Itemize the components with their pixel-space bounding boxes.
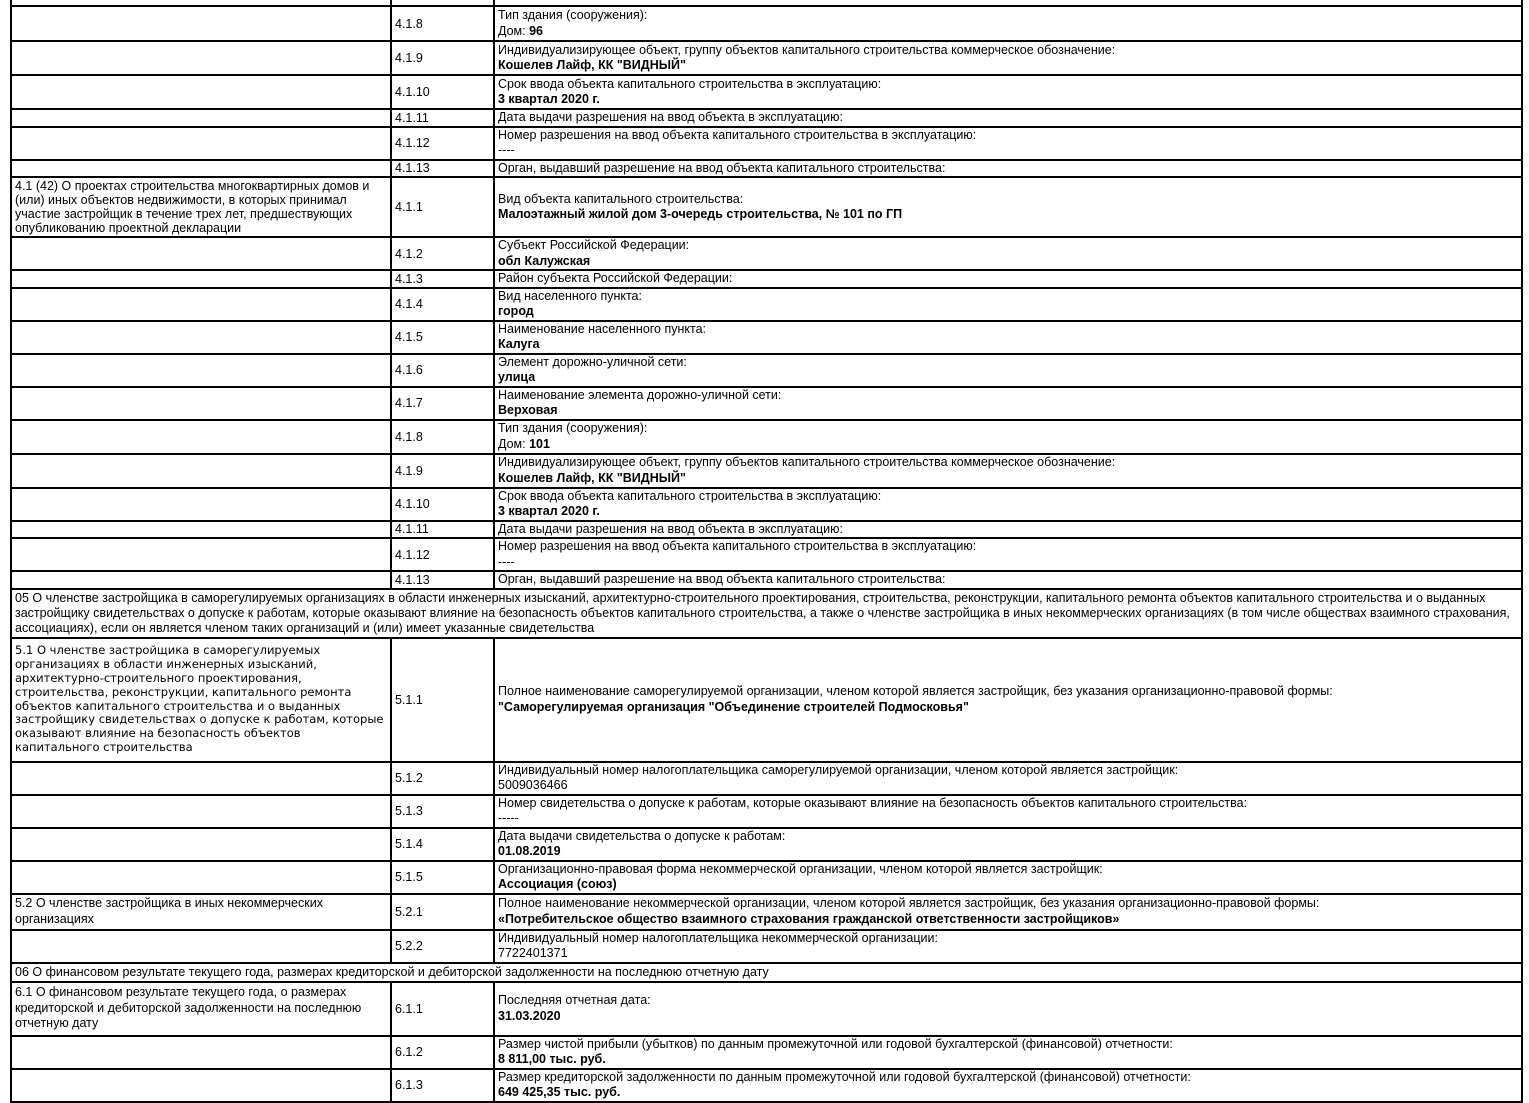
field-label: Дата выдачи свидетельства о допуске к работам: (498, 828, 786, 843)
table-row (11, 6, 1522, 41)
section-description: 6.1 О финансовом результате текущего года, о размерах кредиторской и дебиторской задолженности на последнюю отчетную дату (15, 985, 362, 1031)
field-cell (494, 177, 1522, 237)
field-cell (494, 894, 1522, 930)
field-value-line (498, 304, 1518, 320)
field-value: Верховая (498, 403, 558, 417)
field-cell (494, 270, 1522, 288)
section-heading: 06 О финансовом результате текущего года, размерах кредиторской и дебиторской задолженности на последнюю отчетную дату (11, 963, 1522, 982)
field-label: Индивидуальный номер налогоплательщика некоммерческой организации: (498, 930, 938, 945)
section-description-cell (11, 894, 391, 930)
table-row (11, 387, 1522, 420)
field-cell (494, 41, 1522, 75)
field-value-line (498, 370, 1518, 386)
left-cell (11, 538, 391, 571)
item-number: 4.1.9 (391, 454, 494, 488)
field-label: Номер свидетельства о допуске к работам, которые оказывают влияние на безопасность объектов капитального строительства: (498, 795, 1248, 810)
left-cell (11, 160, 391, 178)
left-cell (11, 288, 391, 321)
field-value-line (498, 1085, 1518, 1101)
item-number: 4.1.7 (391, 387, 494, 420)
field-value: город (498, 304, 534, 318)
field-value-line (498, 1009, 1518, 1025)
field-value: 96 (529, 23, 544, 38)
field-value-line (498, 877, 1518, 893)
left-cell (11, 930, 391, 963)
item-number: 4.1.2 (391, 237, 494, 270)
field-cell (494, 638, 1522, 762)
left-cell (11, 861, 391, 894)
field-cell (494, 982, 1522, 1036)
field-label: Орган, выдавший разрешение на ввод объекта капитального строительства: (498, 160, 946, 175)
item-number: 5.1.3 (391, 795, 494, 828)
field-value: ---- (498, 143, 515, 157)
field-cell (494, 288, 1522, 321)
item-number: 5.1.5 (391, 861, 494, 894)
field-cell (494, 1036, 1522, 1069)
item-number: 5.2.1 (391, 894, 494, 930)
field-label: Последняя отчетная дата: (498, 993, 651, 1007)
item-number: 4.1.11 (391, 521, 494, 539)
field-label: Субъект Российской Федерации: (498, 238, 690, 252)
field-value: Кошелев Лайф, КК "ВИДНЫЙ" (498, 58, 686, 72)
left-cell (11, 795, 391, 828)
field-cell (494, 127, 1522, 160)
field-label: Наименование элемента дорожно-уличной сети: (498, 387, 782, 402)
left-cell (11, 387, 391, 420)
left-cell (11, 75, 391, 109)
item-number: 5.2.2 (391, 930, 494, 963)
field-label: Размер кредиторской задолженности по данным промежуточной или годовой бухгалтерской (финансовой) отчетности: (498, 1069, 1191, 1084)
field-cell (494, 571, 1522, 589)
table-row (11, 75, 1522, 109)
field-label: Срок ввода объекта капитального строительства в эксплуатацию: (498, 76, 882, 91)
field-value: 8 811,00 тыс. руб. (498, 1052, 606, 1066)
section-description-cell (11, 177, 391, 237)
field-value-line (498, 912, 1518, 928)
field-value: 31.03.2020 (498, 1008, 561, 1023)
table-row (11, 828, 1522, 861)
field-value: 01.08.2019 (498, 844, 561, 858)
field-label: Номер разрешения на ввод объекта капитального строительства в эксплуатацию: (498, 127, 977, 142)
left-cell (11, 354, 391, 387)
section-description-cell (11, 638, 391, 762)
field-label: Полное наименование саморегулируемой организации, членом которой является застройщик, без указания организационно-правовой формы: (498, 684, 1333, 698)
field-label: Полное наименование некоммерческой организации, членом которой является застройщик, без указания организационно-правовой формы: (498, 896, 1320, 910)
field-cell (494, 6, 1522, 41)
field-value: "Саморегулируемая организация "Объединение строителей Подмосковья" (498, 699, 969, 714)
field-label: Тип здания (сооружения): (498, 8, 648, 22)
table-row (11, 177, 1522, 237)
field-value-line (498, 844, 1518, 860)
left-cell (11, 237, 391, 270)
field-value: улица (498, 370, 536, 384)
field-cell (494, 237, 1522, 270)
left-cell (11, 109, 391, 127)
field-cell (494, 387, 1522, 420)
field-value-line (498, 946, 1518, 962)
table-row (11, 930, 1522, 963)
left-cell (11, 270, 391, 288)
field-value-line (498, 504, 1518, 520)
table-row (11, 571, 1522, 589)
field-value-line (498, 403, 1518, 419)
field-cell (494, 75, 1522, 109)
item-number: 4.1.10 (391, 75, 494, 109)
field-cell (494, 828, 1522, 861)
field-label: Индивидуальный номер налогоплательщика саморегулируемой организации, членом которой является застройщик: (498, 762, 1179, 777)
item-number: 6.1.3 (391, 1069, 494, 1102)
table-row (11, 270, 1522, 288)
field-value: 101 (529, 436, 550, 451)
field-label: Вид населенного пункта: (498, 288, 642, 303)
field-cell (494, 354, 1522, 387)
table-row (11, 454, 1522, 488)
field-cell (494, 488, 1522, 521)
field-label: Тип здания (сооружения): (498, 421, 648, 435)
section-description: 5.2 О членстве застройщика в иных некоммерческих организациях (15, 896, 323, 926)
field-value-line (498, 24, 1518, 40)
left-cell (11, 454, 391, 488)
item-number: 5.1.1 (391, 638, 494, 762)
field-label: Номер разрешения на ввод объекта капитального строительства в эксплуатацию: (498, 539, 977, 553)
field-label: Индивидуализирующее объект, группу объектов капитального строительства коммерческое обозначение: (498, 455, 1116, 469)
item-number: 4.1.13 (391, 160, 494, 178)
section-heading: 05 О членстве застройщика в саморегулируемых организациях в области инженерных изысканий, архитектурно-строительного проектирования, строительства, реконструкции, капитального ремонта объектов капитального строительства и о выданных застройщику свидетельствах о допуске к работам, которые оказывают влияние на безопасность объектов капитального строительства, а также о членстве застройщика в иных некоммерческих организациях (в том числе обществах взаимного страхования, ассоциациях), если он является членом таких организаций и (или) имеет указанные свидетельства (11, 589, 1522, 638)
field-label: Район субъекта Российской Федерации: (498, 271, 733, 285)
section-heading-row (11, 589, 1522, 638)
item-number: 4.1.3 (391, 270, 494, 288)
field-value-line (498, 337, 1518, 353)
field-label: Дата выдачи разрешения на ввод объекта в эксплуатацию: (498, 110, 843, 124)
item-number: 6.1.1 (391, 982, 494, 1036)
table-row (11, 354, 1522, 387)
table-row (11, 982, 1522, 1036)
field-value: «Потребительское общество взаимного страхования гражданской ответственности застройщиков» (498, 911, 1120, 926)
section-description: 5.1 О членстве застройщика в саморегулируемых организациях в области инженерных изысканий, архитектурно-строительного проектирования, строительства, реконструкции, капитального ремонта объектов капитального строительства и о выданных застройщику свидетельствах о допуске к работам, которые оказывают влияние на безопасность объектов капитального строительства (15, 643, 384, 754)
left-cell (11, 127, 391, 160)
field-label: Размер чистой прибыли (убытков) по данным промежуточной или годовой бухгалтерской (финансовой) отчетности: (498, 1036, 1173, 1051)
field-label: Организационно-правовая форма некоммерческой организации, членом которой является застройщик: (498, 861, 1103, 876)
field-label: Вид объекта капитального строительства: (498, 191, 744, 206)
field-value: 7722401371 (498, 946, 568, 960)
left-cell (11, 521, 391, 539)
item-number: 5.1.2 (391, 762, 494, 795)
field-value: 3 квартал 2020 г. (498, 504, 600, 518)
field-value-line (498, 471, 1518, 487)
item-number: 4.1.8 (391, 6, 494, 41)
table-row (11, 1069, 1522, 1102)
declaration-table (10, 0, 1523, 1103)
field-value: 3 квартал 2020 г. (498, 92, 600, 106)
table-row (11, 420, 1522, 454)
left-cell (11, 1036, 391, 1069)
item-number: 4.1.11 (391, 109, 494, 127)
left-cell (11, 1069, 391, 1102)
section-description: 4.1 (42) О проектах строительства многоквартирных домов и (или) иных объектов недвижимости, в которых принимал участие застройщик в течение трех лет, предшествующих опубликованию проектной декларации (15, 179, 370, 235)
field-value-line (498, 811, 1518, 827)
item-number: 4.1.10 (391, 488, 494, 521)
left-cell (11, 6, 391, 41)
field-value-prefix: Дом: (498, 23, 530, 38)
table-row (11, 109, 1522, 127)
field-cell (494, 795, 1522, 828)
table-row (11, 538, 1522, 571)
field-cell (494, 930, 1522, 963)
field-value: Калуга (498, 337, 540, 351)
item-number: 5.1.4 (391, 828, 494, 861)
field-label: Срок ввода объекта капитального строительства в эксплуатацию: (498, 488, 882, 503)
field-label: Дата выдачи разрешения на ввод объекта в эксплуатацию: (498, 521, 843, 536)
table-row (11, 795, 1522, 828)
item-number: 4.1.4 (391, 288, 494, 321)
field-cell (494, 321, 1522, 354)
table-row (11, 638, 1522, 762)
item-number: 4.1.8 (391, 420, 494, 454)
item-number: 4.1.13 (391, 571, 494, 589)
field-value-line (498, 1052, 1518, 1068)
field-cell (494, 160, 1522, 178)
field-value: 5009036466 (498, 778, 568, 792)
table-row (11, 288, 1522, 321)
section-description-cell (11, 982, 391, 1036)
field-value-line (498, 437, 1518, 453)
item-number: 4.1.12 (391, 127, 494, 160)
field-value-line (498, 254, 1518, 270)
item-number: 4.1.1 (391, 177, 494, 237)
item-number: 6.1.2 (391, 1036, 494, 1069)
table-row (11, 894, 1522, 930)
left-cell (11, 321, 391, 354)
field-cell (494, 538, 1522, 571)
field-value-line (498, 143, 1518, 159)
left-cell (11, 488, 391, 521)
table-row (11, 521, 1522, 539)
field-label: Орган, выдавший разрешение на ввод объекта капитального строительства: (498, 572, 946, 586)
field-value: 649 425,35 тыс. руб. (498, 1085, 621, 1099)
field-cell (494, 762, 1522, 795)
field-value: обл Калужская (498, 253, 591, 268)
field-value: ---- (498, 554, 515, 569)
field-value: ----- (498, 811, 519, 825)
table-row (11, 160, 1522, 178)
field-value: Кошелев Лайф, КК "ВИДНЫЙ" (498, 470, 686, 485)
table-row (11, 321, 1522, 354)
table-row (11, 762, 1522, 795)
field-cell (494, 521, 1522, 539)
field-value-line (498, 700, 1518, 716)
item-number: 4.1.12 (391, 538, 494, 571)
table-row (11, 1036, 1522, 1069)
table-row (11, 488, 1522, 521)
field-label: Элемент дорожно-уличной сети: (498, 354, 687, 369)
field-cell (494, 861, 1522, 894)
field-cell (494, 1069, 1522, 1102)
left-cell (11, 420, 391, 454)
table-row (11, 41, 1522, 75)
table-row (11, 127, 1522, 160)
left-cell (11, 41, 391, 75)
field-value-line (498, 555, 1518, 571)
field-cell (494, 420, 1522, 454)
field-value-line (498, 92, 1518, 108)
field-value-line (498, 58, 1518, 74)
field-cell (494, 109, 1522, 127)
item-number: 4.1.5 (391, 321, 494, 354)
field-label: Индивидуализирующее объект, группу объектов капитального строительства коммерческое обозначение: (498, 42, 1116, 57)
field-value-line (498, 778, 1518, 794)
table-row (11, 861, 1522, 894)
left-cell (11, 762, 391, 795)
field-value-prefix: Дом: (498, 436, 530, 451)
field-value: Малоэтажный жилой дом 3-очередь строительства, № 101 по ГП (498, 207, 903, 221)
field-value-line (498, 207, 1518, 223)
field-label: Наименование населенного пункта: (498, 321, 707, 336)
left-cell (11, 571, 391, 589)
item-number: 4.1.9 (391, 41, 494, 75)
field-value: Ассоциация (союз) (498, 877, 617, 891)
field-cell (494, 454, 1522, 488)
left-cell (11, 828, 391, 861)
section-heading-row (11, 963, 1522, 982)
item-number: 4.1.6 (391, 354, 494, 387)
table-row (11, 237, 1522, 270)
